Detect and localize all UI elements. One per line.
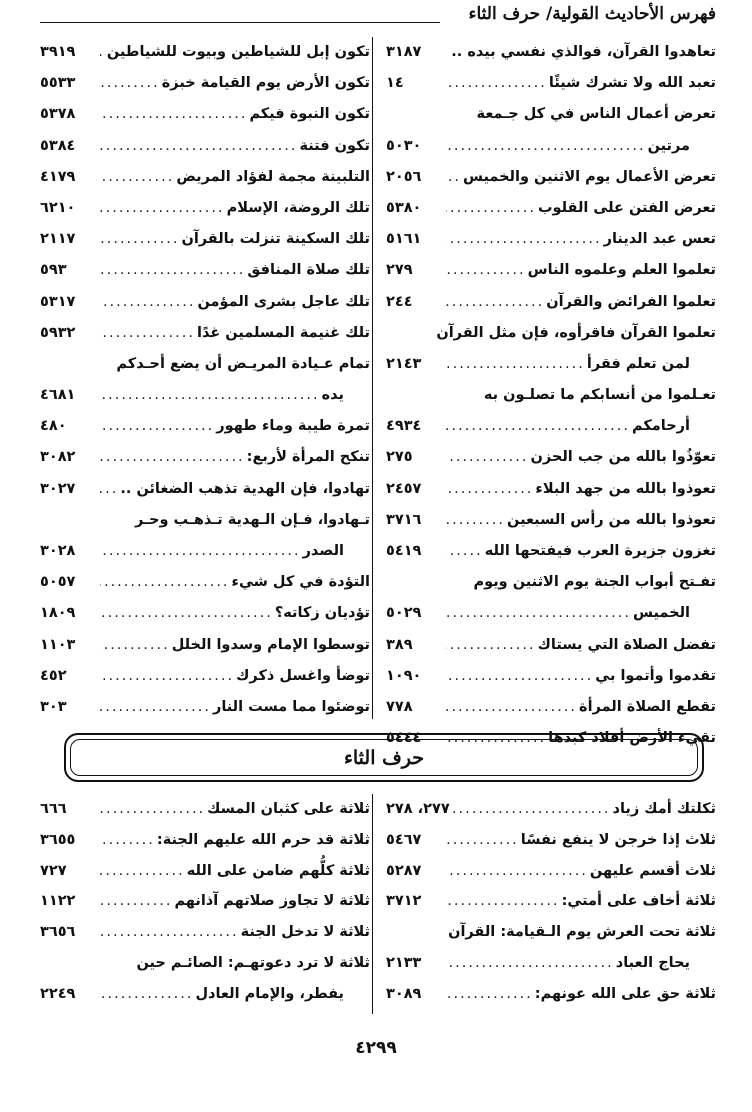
top-index-columns [40,37,716,747]
entry-text: تقيء الأرض أفلاذ كبدها [548,730,716,747]
entry-text: الصدر [302,543,344,559]
index-entry [40,99,370,130]
index-entry [386,692,716,723]
entry-text: تقدموا وأتموا بي [595,667,716,684]
entry-number: ٥٤١٩ [386,543,422,559]
index-entry [386,979,716,1010]
index-entry [40,442,370,473]
dot-leader [446,598,631,629]
dot-leader [446,349,585,380]
entry-text: تمرة طيبة وماء طهور [216,418,370,435]
entry-text: مرتين [647,137,690,154]
dot-leader [446,162,461,193]
entry-text: توسطوا الإمام وسدوا الخلل [171,636,370,653]
entry-number: ٢١٤٣ [386,355,422,372]
entry-text: تكون إبل للشياطين وبيوت للشياطين [106,44,370,60]
entry-number: ٧٧٨ [386,698,413,715]
index-entry [40,567,370,598]
entry-number: ٥٣١٧ [40,293,76,310]
entry-number: ٥٠٥٧ [40,574,76,591]
entry-text: تعرض أعمال الناس في كل جـمعة [476,106,716,123]
entry-number: ١٨٠٩ [40,605,76,622]
entry-number: ٣٠٨٢ [40,449,76,466]
dot-leader [100,567,230,598]
index-entry [40,979,370,1010]
entry-number: ٧٢٧ [40,862,67,879]
index-entry [40,474,370,505]
section-title: حرف الثاء [343,746,425,769]
dot-leader [100,794,205,825]
entry-text: ثلاث أقسم عليهن [589,862,716,879]
section-heading-box [64,733,704,782]
index-entry [40,825,370,856]
entry-number: ٣٠٨٩ [386,985,422,1002]
index-entry [386,474,716,505]
dot-leader [446,411,630,442]
index-entry [386,856,716,887]
entry-text: تغزون جزيرة العرب فيفتحها الله [484,543,716,559]
entry-number: ٣٨٩ [386,636,413,653]
index-entry [386,948,716,979]
dot-leader [100,318,195,349]
dot-leader [100,442,245,473]
entry-text: يده [321,387,344,404]
dot-leader [100,979,193,1010]
bottom-index-columns [40,794,716,1014]
index-entry [386,794,716,825]
top-left-column [40,37,370,723]
entry-text: تعوذوا بالله من جهد البلاء [535,480,716,497]
entry-text: تعاهدوا القرآن، فوالذي نفسي بيده .. [451,44,716,60]
index-entry [386,37,716,68]
entry-number: ٣٩١٩ [40,44,76,60]
entry-text: تؤديان زكاته؟ [274,605,370,622]
dot-leader [446,536,483,567]
bottom-left-column [40,794,370,1010]
dot-leader [100,37,105,68]
entry-number: ٦٦٦ [40,801,67,817]
entry-number: ٥٢٨٧ [386,862,422,879]
header-rule [40,22,440,23]
entry-text: يحاج العباد [615,954,690,971]
index-entry [40,287,370,318]
dot-leader [446,442,529,473]
dot-leader [446,856,588,887]
entry-text: ثلاثة كلُّهم ضامن على الله [186,862,370,879]
index-entry [386,630,716,661]
dot-leader [446,948,614,979]
entry-number: ٥١٦١ [386,231,422,248]
dot-leader [446,505,505,536]
entry-number: ٢٧٥ [386,449,413,466]
dot-leader [446,224,602,255]
entry-text: تكون النبوة فيكم [249,106,370,123]
entry-text: تكون الأرض يوم القيامة خبزة [161,75,370,92]
dot-leader [100,99,247,130]
index-entry [386,886,716,917]
entry-text: تكون فتنة [299,137,370,154]
dot-leader [446,37,449,68]
entry-number: ١١٠٣ [40,636,76,653]
entry-text: تلك عاجل بشرى المؤمن [197,293,370,310]
entry-text: تمام عـيادة المريـض أن يضع أحـدكم [116,355,370,372]
entry-number: ٥٩٣٢ [40,324,76,341]
entry-text: تعوّذُوا بالله من جب الحزن [530,449,716,466]
entry-number: ٥٣٨٤ [40,137,76,154]
entry-number: ٦٢١٠ [40,199,76,216]
entry-number: ٤٥٢ [40,667,67,684]
dot-leader [100,255,245,286]
entry-text: أرحامكم [632,418,690,435]
dot-leader [100,131,297,162]
index-entry [40,162,370,193]
entry-number: ٢٠٥٦ [386,168,422,185]
index-entry [386,536,716,567]
dot-leader [100,661,234,692]
index-entry [386,255,716,286]
entry-number: ٥٣٧٨ [40,106,76,123]
index-entry [40,68,370,99]
index-entry [40,630,370,661]
index-entry [386,598,716,629]
index-entry [40,37,370,68]
entry-text: تلك الروضة، الإسلام [226,199,370,216]
entry-number: ٣٠٣ [40,698,67,715]
entry-text: توضئوا مما مست النار [212,698,370,715]
entry-number: ٥٤٤٤ [386,730,422,747]
dot-leader [446,474,533,505]
index-entry [40,886,370,917]
entry-number: ١٠٩٠ [386,667,422,684]
dot-leader [100,598,273,629]
dot-leader [446,979,533,1010]
entry-number: ٢٤٤ [386,293,413,310]
entry-text: ثلاثة لا ترد دعوتهـم: الصائـم حين [136,954,370,971]
index-entry [40,692,370,723]
dot-leader [446,692,577,723]
dot-leader [446,68,547,99]
index-entry [386,505,716,536]
entry-number: ٢٧٧، ٢٧٨ [386,801,450,817]
index-entry [386,411,716,442]
entry-text: تهادوا، فإن الهدية تذهب الضغائن .. [120,480,370,497]
entry-number: ٢٤٥٧ [386,480,422,497]
entry-text: تقطع الصلاة المرأة [579,698,716,715]
entry-text: تعوذوا بالله من رأس السبعين [507,511,716,528]
entry-number: ٥٤٦٧ [386,831,422,848]
dot-leader [100,411,214,442]
dot-leader [100,917,239,948]
entry-text: تلك صلاة المنافق [247,262,370,279]
index-entry [386,442,716,473]
entry-number: ٢١٣٣ [386,954,422,971]
index-entry [40,917,370,948]
index-entry [40,948,370,979]
index-entry [40,411,370,442]
column-divider [372,794,373,1014]
index-entry [40,505,370,536]
entry-number: ٥٩٣ [40,262,67,279]
entry-text: ثلاثة على كثبان المسك [207,801,370,817]
entry-number: ٤٦٨١ [40,387,76,404]
entry-text: ثلاثة أخاف على أمتي: [561,893,716,910]
index-entry [386,567,716,598]
entry-text: يفطر، والإمام العادل [195,985,344,1002]
dot-leader [100,630,170,661]
index-entry [386,224,716,255]
index-entry [386,318,716,349]
entry-text: ثكلتك أمك زياد [612,801,716,817]
column-divider [372,37,373,719]
entry-text: ثلاث إذا خرجن لا ينفع نفسًا [520,831,716,848]
index-entry [40,255,370,286]
entry-number: ٣٦٥٦ [40,924,76,941]
entry-text: تـهادوا، فـإن الـهدية تـذهـب وحـر [135,511,370,528]
index-entry [40,224,370,255]
page-header [40,0,716,36]
entry-text: تنكح المرأة لأربع: [246,449,370,466]
entry-text: تعلموا الفرائض والقرآن [546,293,716,310]
dot-leader [446,661,593,692]
top-right-column [386,37,716,754]
index-entry [386,349,716,380]
index-entry [40,794,370,825]
index-entry [386,68,716,99]
dot-leader [100,886,172,917]
bottom-right-column [386,794,716,1010]
page-number: ٤٢٩٩ [355,1038,397,1058]
entry-text: تلك غنيمة المسلمين غدًا [196,324,370,341]
dot-leader [100,474,118,505]
dot-leader [100,825,155,856]
index-entry [40,131,370,162]
entry-text: تعـلموا من أنسابكم ما تصلـون به [483,387,716,404]
dot-leader [100,162,174,193]
index-entry [386,380,716,411]
entry-number: ٣٠٢٧ [40,480,76,497]
entry-text: ثلاثة لا تجاوز صلاتهم آذانهم [174,893,370,910]
index-entry [386,287,716,318]
entry-number: ٥٣٨٠ [386,199,422,216]
entry-text: تعلموا القرآن فاقرأوه، فإن مثل القرآن [436,324,716,341]
entry-text: تعلموا العلم وعلموه الناس [527,262,716,279]
entry-text: لمن تعلم فقرأ [586,355,690,372]
entry-text: تفضل الصلاة التي يستاك [537,636,716,653]
entry-number: ٢١١٧ [40,231,76,248]
entry-text: التؤدة في كل شيء [231,574,370,591]
entry-number: ٣١٨٧ [386,44,422,60]
entry-number: ٣٧١٦ [386,511,422,528]
index-entry [386,131,716,162]
dot-leader [100,692,211,723]
index-entry [40,193,370,224]
index-entry [386,917,716,948]
dot-leader [100,856,185,887]
entry-number: ٥٠٣٠ [386,137,422,154]
entry-text: تعرض الفتن على القلوب [537,199,716,216]
entry-text: تعرض الأعمال يوم الاثنين والخميس [462,168,716,185]
entry-text: ثلاثة حق على الله عونهم: [534,985,716,1002]
entry-text: تعبد الله ولا تشرك شيئًا [548,75,716,92]
entry-number: ١٤ [386,75,404,92]
entry-text: تلك السكينة تنزلت بالقرآن [181,231,370,248]
dot-leader [452,794,611,825]
dot-leader [446,886,560,917]
dot-leader [446,255,526,286]
entry-text: تفـتح أبواب الجنة يوم الاثنين ويوم [473,574,716,591]
index-entry [40,349,370,380]
entry-number: ٥٥٣٣ [40,75,76,92]
index-entry [40,661,370,692]
entry-number: ٣٠٢٨ [40,543,76,559]
dot-leader [446,131,646,162]
entry-number: ٢٢٤٩ [40,985,76,1002]
entry-text: ثلاثة تحت العرش يوم الـقيامة: القرآن [448,924,716,941]
dot-leader [446,287,544,318]
entry-number: ٤١٧٩ [40,168,76,185]
dot-leader [100,287,195,318]
entry-text: توضأ واغسل ذكرك [236,667,370,684]
header-title: فهرس الأحاديث القولية/ حرف الثاء [468,4,716,24]
entry-number: ١١٢٢ [40,893,76,910]
entry-text: التلبينة مجمة لفؤاد المريض [176,168,370,185]
entry-text: ثلاثة لا تدخل الجنة [240,924,370,941]
index-entry [40,856,370,887]
dot-leader [446,825,519,856]
dot-leader [100,68,160,99]
index-entry [40,380,370,411]
entry-text: الخميس [632,605,690,622]
index-entry [40,318,370,349]
index-entry [386,825,716,856]
index-entry [386,162,716,193]
entry-text: ثلاثة قد حرم الله عليهم الجنة: [156,831,370,848]
index-entry [40,536,370,567]
entry-text: تعس عبد الدينار [603,231,716,248]
dot-leader [446,630,536,661]
dot-leader [100,224,179,255]
index-entry [386,661,716,692]
index-entry [386,193,716,224]
section-heading-inner [70,739,698,776]
dot-leader [100,193,225,224]
index-entry [40,598,370,629]
entry-number: ٣٦٥٥ [40,831,76,848]
dot-leader [446,193,536,224]
entry-number: ٢٧٩ [386,262,413,279]
entry-number: ٥٠٢٩ [386,605,422,622]
index-entry [386,99,716,130]
dot-leader [100,380,320,411]
entry-number: ٣٧١٢ [386,893,422,910]
entry-number: ٤٩٣٤ [386,418,422,435]
entry-number: ٤٨٠ [40,418,67,435]
dot-leader [100,536,301,567]
